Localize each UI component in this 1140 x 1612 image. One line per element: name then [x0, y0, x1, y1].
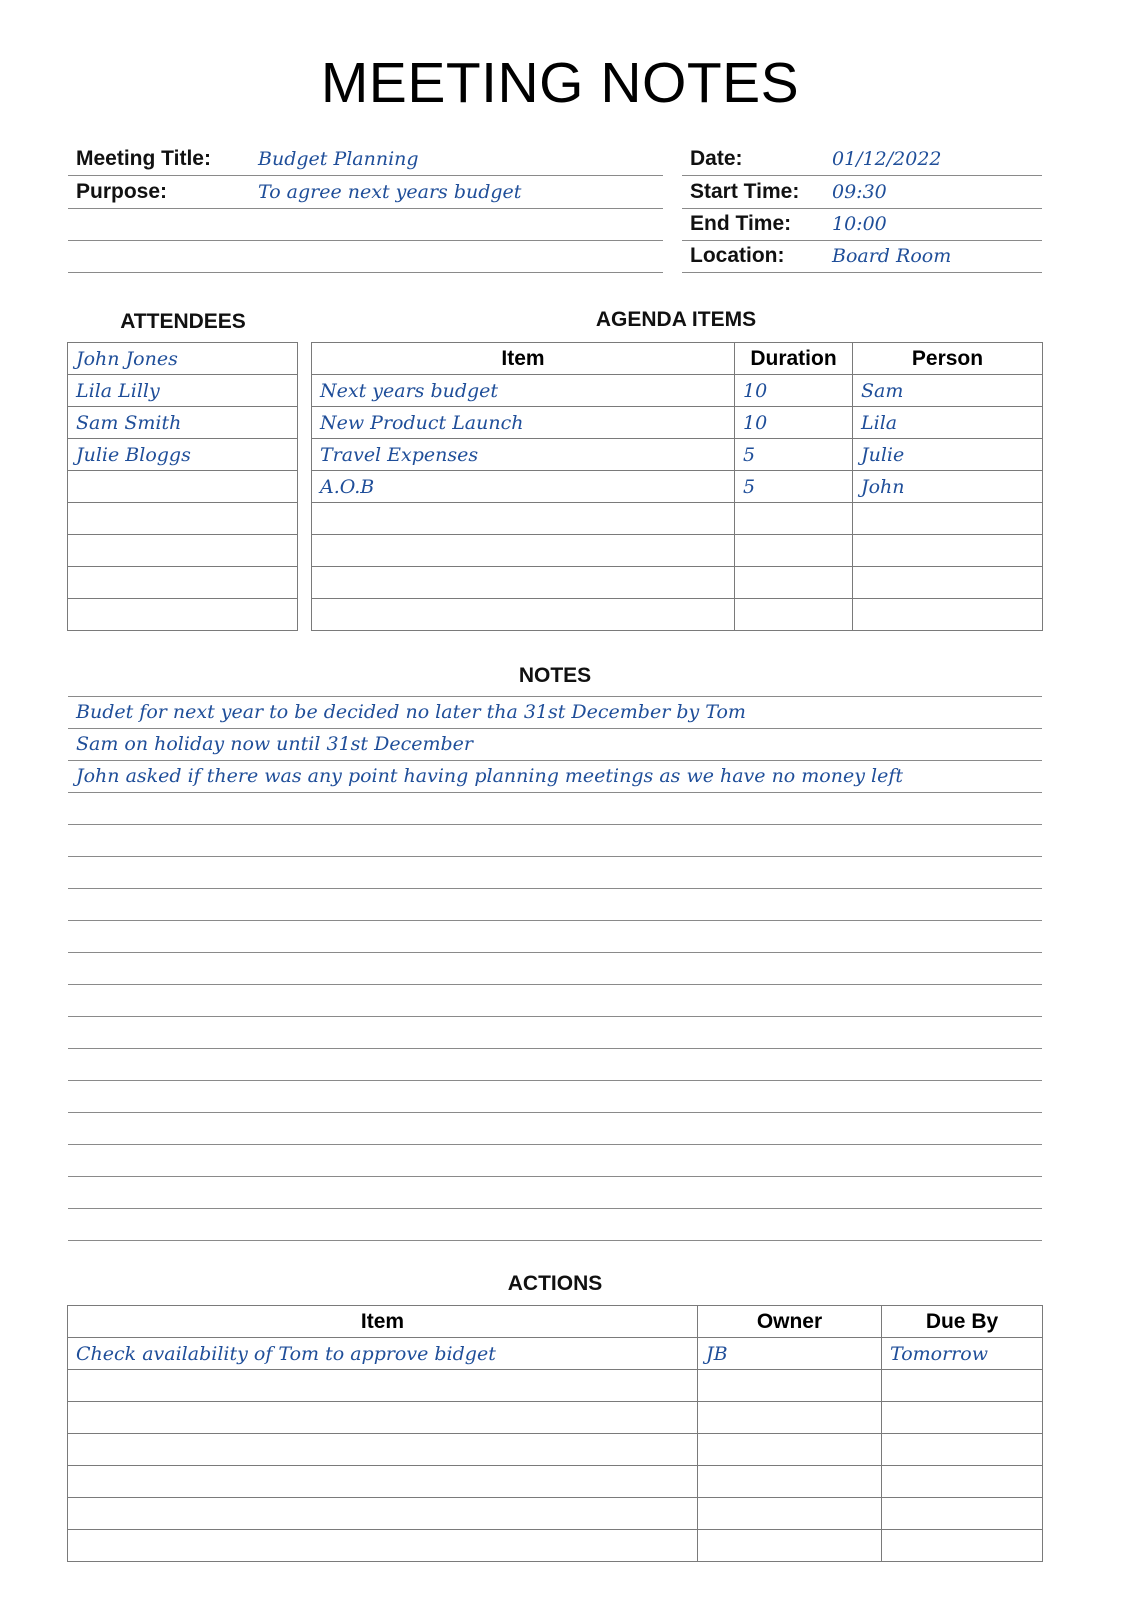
- note-line[interactable]: [68, 888, 1042, 921]
- agenda-item-cell[interactable]: New Product Launch: [312, 407, 735, 439]
- location-row[interactable]: [682, 240, 1042, 273]
- note-line[interactable]: [68, 1208, 1042, 1241]
- agenda-person-cell[interactable]: [853, 567, 1043, 599]
- note-line[interactable]: [68, 856, 1042, 889]
- attendee-cell[interactable]: [68, 599, 298, 631]
- page-title: MEETING NOTES: [320, 51, 800, 115]
- note-line[interactable]: [68, 760, 1042, 793]
- purpose-row[interactable]: [68, 176, 663, 209]
- note-line[interactable]: [68, 1048, 1042, 1081]
- agenda-item-cell[interactable]: [312, 503, 735, 535]
- attendee-cell[interactable]: Sam Smith: [68, 407, 298, 439]
- table-row: [68, 1370, 1043, 1402]
- table-row: [312, 471, 1043, 503]
- note-line[interactable]: [68, 824, 1042, 857]
- action-due-header: Due By: [882, 1306, 1043, 1338]
- table-row: [68, 375, 298, 407]
- location-value[interactable]: Board Room: [832, 245, 952, 267]
- action-due-cell[interactable]: Tomorrow: [882, 1338, 1043, 1370]
- end-time-value[interactable]: 10:00: [832, 213, 887, 235]
- agenda-person-cell[interactable]: [853, 599, 1043, 631]
- table-header-row: [68, 1306, 1043, 1338]
- attendee-cell[interactable]: John Jones: [68, 343, 298, 375]
- attendee-cell[interactable]: [68, 535, 298, 567]
- agenda-person-header: Person: [853, 343, 1043, 375]
- agenda-duration-cell[interactable]: [735, 599, 853, 631]
- action-owner-cell[interactable]: [698, 1402, 882, 1434]
- attendee-cell[interactable]: [68, 503, 298, 535]
- table-row: [68, 1530, 1043, 1562]
- attendee-cell[interactable]: Julie Bloggs: [68, 439, 298, 471]
- agenda-duration-cell[interactable]: [735, 567, 853, 599]
- table-row: [312, 439, 1043, 471]
- purpose-value[interactable]: To agree next years budget: [258, 181, 522, 203]
- agenda-person-cell[interactable]: John: [853, 471, 1043, 503]
- agenda-duration-cell[interactable]: 5: [735, 439, 853, 471]
- action-owner-cell[interactable]: [698, 1530, 882, 1562]
- note-line[interactable]: [68, 1016, 1042, 1049]
- note-line[interactable]: [68, 920, 1042, 953]
- attendee-cell[interactable]: [68, 567, 298, 599]
- agenda-item-cell[interactable]: A.O.B: [312, 471, 735, 503]
- action-item-cell[interactable]: [68, 1370, 698, 1402]
- agenda-item-cell[interactable]: [312, 567, 735, 599]
- table-row: [68, 1466, 1043, 1498]
- end-time-row[interactable]: [682, 208, 1042, 241]
- meeting-title-row[interactable]: [68, 143, 663, 176]
- table-row: [68, 535, 298, 567]
- agenda-duration-header: Duration: [735, 343, 853, 375]
- agenda-duration-cell[interactable]: [735, 535, 853, 567]
- start-time-label: Start Time:: [690, 180, 800, 203]
- agenda-table: [311, 342, 1043, 631]
- agenda-person-cell[interactable]: [853, 503, 1043, 535]
- action-item-cell[interactable]: [68, 1402, 698, 1434]
- action-item-cell[interactable]: [68, 1434, 698, 1466]
- action-due-cell[interactable]: [882, 1466, 1043, 1498]
- attendees-heading: ATTENDEES: [120, 310, 246, 333]
- date-value[interactable]: 01/12/2022: [832, 148, 942, 170]
- action-item-cell[interactable]: [68, 1498, 698, 1530]
- agenda-person-cell[interactable]: Lila: [853, 407, 1043, 439]
- action-item-cell[interactable]: Check availability of Tom to approve bidget: [68, 1338, 698, 1370]
- action-due-cell[interactable]: [882, 1370, 1043, 1402]
- note-line[interactable]: [68, 952, 1042, 985]
- notes-top-rule: [68, 696, 1042, 697]
- meeting-title-value[interactable]: Budget Planning: [258, 148, 419, 170]
- action-owner-cell[interactable]: [698, 1370, 882, 1402]
- meeting-title-label: Meeting Title:: [76, 147, 211, 170]
- table-row: [68, 343, 298, 375]
- table-row: [68, 503, 298, 535]
- actions-table: [67, 1305, 1043, 1562]
- action-due-cell[interactable]: [882, 1530, 1043, 1562]
- note-line[interactable]: [68, 1080, 1042, 1113]
- action-owner-cell[interactable]: [698, 1466, 882, 1498]
- note-line[interactable]: [68, 728, 1042, 761]
- table-row: [68, 471, 298, 503]
- note-line[interactable]: [68, 1144, 1042, 1177]
- table-row: [68, 407, 298, 439]
- agenda-heading: AGENDA ITEMS: [595, 308, 757, 331]
- end-time-label: End Time:: [690, 212, 792, 235]
- table-row: [312, 567, 1043, 599]
- table-row: [68, 1434, 1043, 1466]
- action-due-cell[interactable]: [882, 1434, 1043, 1466]
- table-row: [68, 439, 298, 471]
- note-line[interactable]: [68, 1176, 1042, 1209]
- agenda-duration-cell[interactable]: 10: [735, 375, 853, 407]
- action-item-cell[interactable]: [68, 1466, 698, 1498]
- note-text[interactable]: Sam on holiday now until 31st December: [76, 733, 473, 755]
- table-row: [68, 1402, 1043, 1434]
- table-row: [68, 599, 298, 631]
- attendee-cell[interactable]: Lila Lilly: [68, 375, 298, 407]
- table-row: [312, 503, 1043, 535]
- action-due-cell[interactable]: [882, 1498, 1043, 1530]
- blank-detail-row[interactable]: [68, 240, 663, 273]
- attendee-cell[interactable]: [68, 471, 298, 503]
- location-label: Location:: [690, 244, 785, 267]
- agenda-person-cell[interactable]: Julie: [853, 439, 1043, 471]
- note-text[interactable]: John asked if there was any point having planning meetings as we have no money left: [76, 765, 903, 787]
- note-text[interactable]: Budet for next year to be decided no later tha 31st December by Tom: [76, 701, 746, 723]
- note-line[interactable]: [68, 792, 1042, 825]
- agenda-duration-cell[interactable]: 5: [735, 471, 853, 503]
- action-owner-cell[interactable]: JB: [698, 1338, 882, 1370]
- blank-detail-row[interactable]: [68, 208, 663, 241]
- agenda-person-cell[interactable]: [853, 535, 1043, 567]
- action-owner-cell[interactable]: [698, 1434, 882, 1466]
- table-header-row: [312, 343, 1043, 375]
- note-line[interactable]: [68, 984, 1042, 1017]
- agenda-person-cell[interactable]: Sam: [853, 375, 1043, 407]
- purpose-label: Purpose:: [76, 180, 168, 203]
- agenda-item-cell[interactable]: [312, 599, 735, 631]
- start-time-value[interactable]: 09:30: [832, 181, 887, 203]
- table-row: [68, 1338, 1043, 1370]
- attendees-table: [67, 342, 298, 631]
- agenda-item-cell[interactable]: [312, 535, 735, 567]
- agenda-item-header: Item: [312, 343, 735, 375]
- note-line[interactable]: [68, 1112, 1042, 1145]
- table-row: [312, 407, 1043, 439]
- date-row[interactable]: [682, 143, 1042, 176]
- notes-heading: NOTES: [518, 664, 592, 687]
- table-row: [68, 1498, 1043, 1530]
- action-owner-cell[interactable]: [698, 1498, 882, 1530]
- agenda-duration-cell[interactable]: 10: [735, 407, 853, 439]
- actions-heading: ACTIONS: [507, 1272, 603, 1295]
- action-item-cell[interactable]: [68, 1530, 698, 1562]
- table-row: [312, 599, 1043, 631]
- action-owner-header: Owner: [698, 1306, 882, 1338]
- start-time-row[interactable]: [682, 176, 1042, 209]
- note-line[interactable]: [68, 696, 1042, 729]
- date-label: Date:: [690, 147, 743, 170]
- action-item-header: Item: [68, 1306, 698, 1338]
- agenda-item-cell[interactable]: Next years budget: [312, 375, 735, 407]
- table-row: [312, 535, 1043, 567]
- table-row: [68, 567, 298, 599]
- table-row: [312, 375, 1043, 407]
- agenda-duration-cell[interactable]: [735, 503, 853, 535]
- agenda-item-cell[interactable]: Travel Expenses: [312, 439, 735, 471]
- action-due-cell[interactable]: [882, 1402, 1043, 1434]
